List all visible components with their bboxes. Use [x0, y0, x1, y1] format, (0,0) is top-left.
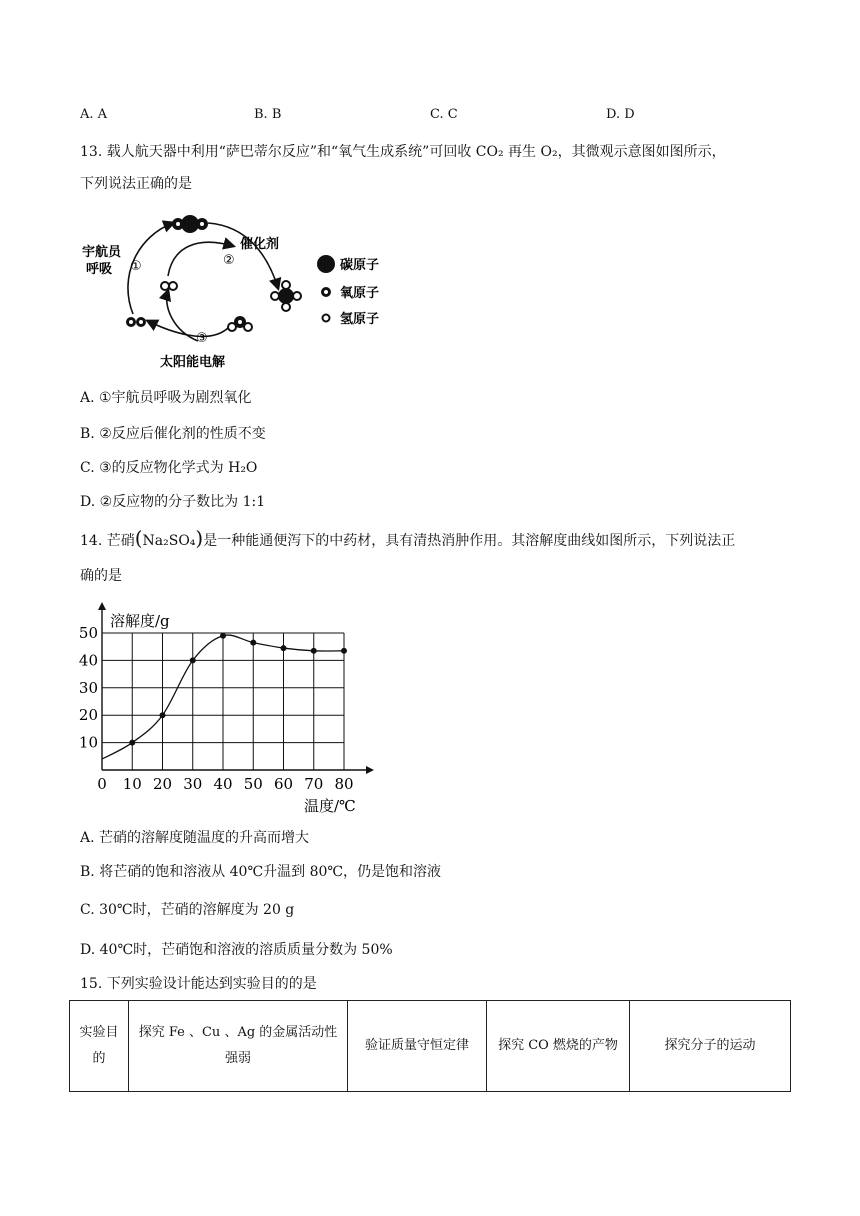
ch4-molecule	[271, 281, 301, 311]
q13-option-d: D. ②反应物的分子数比为 1:1	[80, 494, 266, 510]
table-cell-option-d: 探究分子的运动	[630, 1001, 791, 1092]
label-step1: ①	[130, 259, 142, 274]
y-tick-label: 30	[78, 678, 98, 697]
q14-stem-line2: 确的是	[80, 568, 122, 584]
q13-option-c: C. ③的反应物化学式为 H₂O	[80, 460, 258, 476]
table-cell-option-c: 探究 CO 燃烧的产物	[487, 1001, 630, 1092]
label-astronaut-1: 宇航员	[82, 245, 122, 260]
q13-stem-line1: 13. 载人航天器中利用“萨巴蒂尔反应”和“氧气生成系统”可回收 CO₂ 再生 O₂，其微观示意图如图所示，	[80, 144, 726, 160]
q12-option-a: A. A	[80, 107, 108, 122]
x-tick-label: 20	[152, 775, 173, 793]
x-tick-label: 10	[122, 775, 142, 793]
q14-stem-suffix: 是一种能通便泻下的中药材，具有清热消肿作用。其溶解度曲线如图所示，下列说法正	[203, 533, 736, 549]
label-solar: 太阳能电解	[160, 355, 226, 370]
x-axis-arrow	[366, 766, 374, 774]
x-tick-label: 80	[334, 775, 354, 793]
y-tick-label: 20	[78, 706, 98, 725]
x-tick-label: 0	[97, 775, 107, 793]
data-point	[341, 648, 347, 654]
y-tick-label: 40	[78, 651, 98, 670]
q14-stem-line1: 14. 芒硝(Na₂SO₄)是一种能通便泻下的中药材，具有清热消肿作用。其溶解度曲线如图所示，下列说法正	[80, 526, 736, 550]
q15-stem: 15. 下列实验设计能达到实验目的的是	[80, 976, 317, 992]
arrow-catalyst	[208, 223, 278, 288]
x-tick-label: 40	[213, 775, 233, 793]
table-row	[70, 1001, 791, 1092]
q13-diagram	[78, 206, 398, 370]
h2-molecule	[161, 282, 177, 290]
q13-stem-line2: 下列说法正确的是	[80, 176, 192, 192]
o2-molecule	[126, 317, 146, 327]
x-tick-label: 70	[304, 775, 324, 793]
q14-stem-prefix: 14. 芒硝	[80, 533, 135, 549]
data-point	[190, 657, 196, 663]
table-cell-header: 实验目的	[70, 1001, 129, 1092]
legend-carbon: 碳原子	[340, 258, 380, 273]
q14-option-d: D. 40℃时，芒硝饱和溶液的溶质质量分数为 50%	[80, 942, 393, 958]
arrow-electrolysis	[148, 321, 228, 336]
data-point	[129, 740, 135, 746]
q14-option-a: A. 芒硝的溶解度随温度的升高而增大	[80, 830, 310, 846]
data-point	[311, 648, 317, 654]
legend-oxygen: 氧原子	[340, 286, 380, 301]
y-axis-label: 溶解度/g	[110, 612, 170, 630]
q13-option-a: A. ①宇航员呼吸为剧烈氧化	[80, 390, 252, 406]
data-point	[281, 645, 287, 651]
data-point	[250, 640, 256, 646]
label-step2: ②	[223, 253, 235, 268]
y-axis-arrow	[98, 602, 106, 610]
q12-option-b: B. B	[254, 107, 282, 122]
co2-molecule	[172, 215, 208, 233]
legend-hydrogen: 氢原子	[340, 312, 380, 327]
q14-formula: Na₂SO₄	[142, 533, 196, 549]
x-tick-label: 50	[243, 775, 263, 793]
x-axis-label: 温度/℃	[304, 797, 356, 815]
q12-option-d: D. D	[606, 107, 635, 122]
q15-table	[69, 1000, 791, 1092]
data-point	[160, 712, 166, 718]
q14-option-b: B. 将芒硝的饱和溶液从 40℃升温到 80℃，仍是饱和溶液	[80, 864, 442, 880]
label-astronaut-2: 呼吸	[86, 262, 113, 277]
y-tick-label: 10	[78, 733, 98, 752]
solubility-chart	[70, 600, 390, 815]
table-cell-option-b: 验证质量守恒定律	[348, 1001, 487, 1092]
q13-option-b: B. ②反应后催化剂的性质不变	[80, 426, 266, 442]
label-catalyst: 催化剂	[240, 237, 280, 252]
y-tick-label: 50	[78, 624, 98, 642]
q14-option-c: C. 30℃时，芒硝的溶解度为 20 g	[80, 902, 295, 918]
x-tick-label: 30	[183, 775, 203, 793]
x-tick-label: 60	[273, 775, 294, 793]
data-point	[220, 633, 226, 639]
table-cell-option-a: 探究 Fe 、Cu 、Ag 的金属活动性强弱	[129, 1001, 348, 1092]
label-step3: ③	[196, 331, 208, 346]
h2o-molecule	[228, 316, 252, 331]
q12-option-c: C. C	[430, 107, 458, 122]
